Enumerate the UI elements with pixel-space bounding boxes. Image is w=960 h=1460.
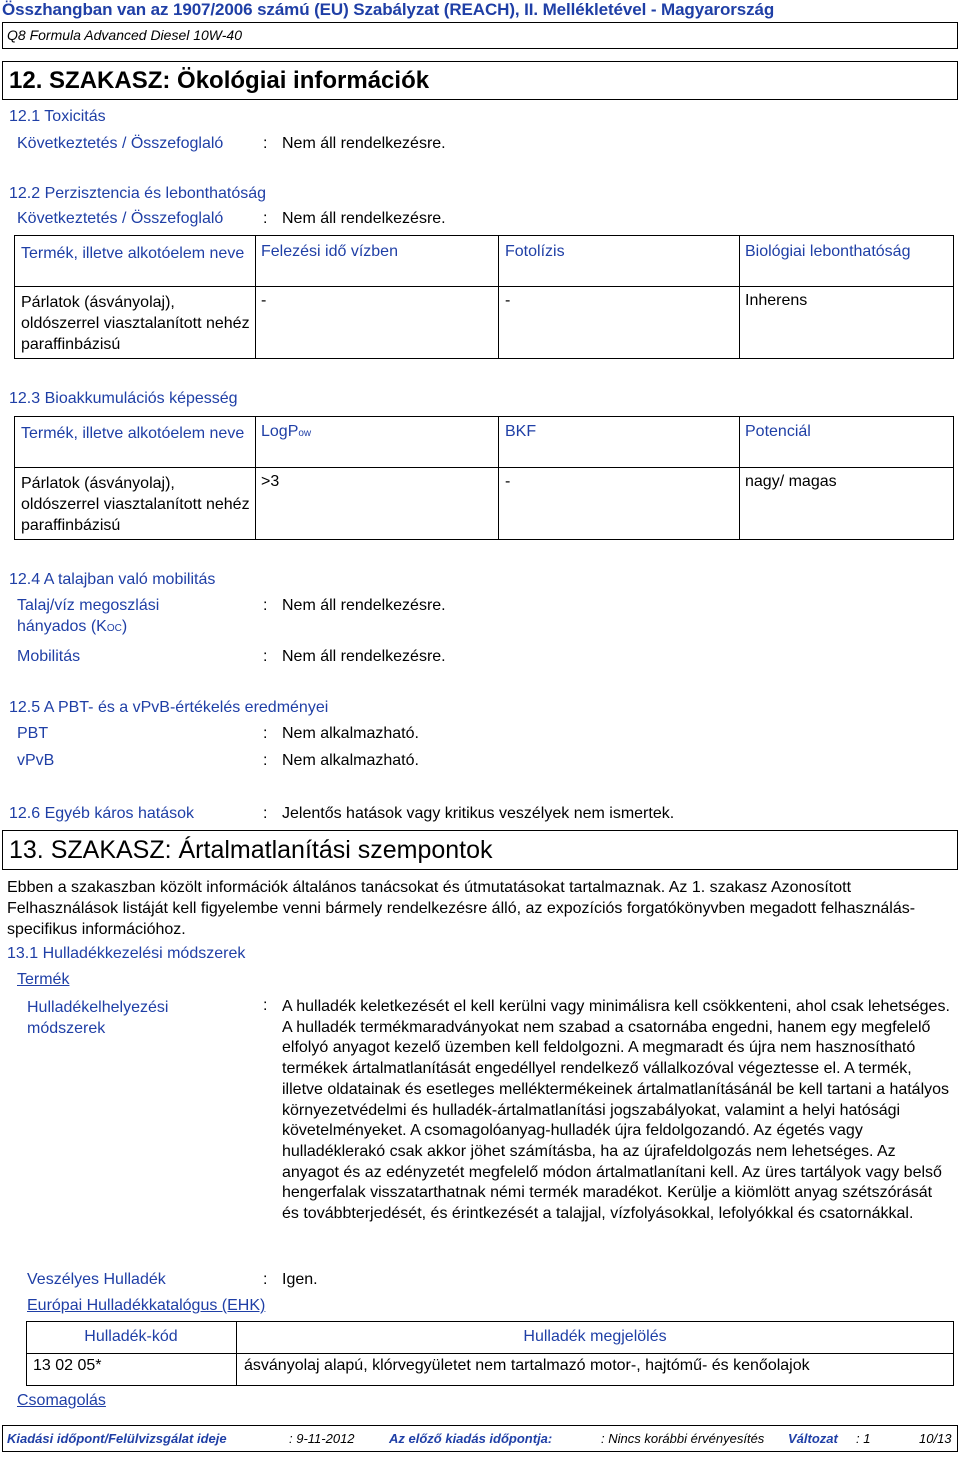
vpvb-colon: : bbox=[263, 752, 268, 769]
section-12-title-box bbox=[2, 61, 958, 100]
pers-col-biodeg: Biológiai lebonthatóság bbox=[745, 243, 911, 260]
pbt-value: Nem alkalmazható. bbox=[282, 725, 419, 742]
ehk-col-description: Hulladék megjelölés bbox=[523, 1328, 667, 1345]
footer-version-label: Változat bbox=[788, 1431, 838, 1446]
footer-issue-value: : 9-11-2012 bbox=[289, 1431, 355, 1446]
product-subheading: Termék bbox=[17, 971, 70, 988]
bio-col-potential: Potenciál bbox=[745, 423, 811, 440]
bio-row-bkf: - bbox=[505, 473, 511, 490]
packaging-subheading: Csomagolás bbox=[17, 1392, 106, 1409]
bio-col-name: Termék, illetve alkotóelem neve bbox=[21, 425, 245, 442]
section-13-title-box bbox=[2, 830, 958, 870]
bio-col-bkf: BKF bbox=[505, 423, 537, 440]
mobility-colon: : bbox=[263, 648, 268, 665]
pers-row-photolysis: - bbox=[505, 292, 511, 309]
bio-col-logp: LogPow bbox=[261, 423, 312, 440]
pers-label: Következtetés / Összefoglaló bbox=[17, 210, 224, 227]
heading-12-3: 12.3 Bioakkumulációs képesség bbox=[9, 390, 238, 407]
vpvb-label: vPvB bbox=[17, 752, 55, 769]
document-title: Összhangban van az 1907/2006 számú (EU) Szabályzat (REACH), II. Mellékletével - Magyarország bbox=[2, 0, 775, 19]
product-name-box bbox=[2, 22, 958, 49]
other-colon: : bbox=[263, 805, 268, 822]
pbt-colon: : bbox=[263, 725, 268, 742]
ehk-row-code: 13 02 05* bbox=[33, 1357, 102, 1374]
koc-value: Nem áll rendelkezésre. bbox=[282, 597, 446, 614]
footer-prev-label: Az előző kiadás időpontja: bbox=[389, 1431, 553, 1446]
footer-issue-label: Kiadási időpont/Felülvizsgálat ideje bbox=[7, 1431, 227, 1446]
heading-13-1: 13.1 Hulladékkezelési módszerek bbox=[7, 945, 246, 962]
pers-col-halflife: Felezési idő vízben bbox=[261, 243, 398, 260]
hazardous-waste-value: Igen. bbox=[282, 1271, 318, 1288]
heading-12-4: 12.4 A talajban való mobilitás bbox=[9, 571, 216, 588]
ehk-row-description: ásványolaj alapú, klórvegyületet nem tartalmazó motor-, hajtómű- és kenőolajok bbox=[244, 1357, 810, 1374]
tox-colon: : bbox=[263, 135, 268, 152]
product-name: Q8 Formula Advanced Diesel 10W-40 bbox=[7, 27, 242, 43]
pers-row-name: Párlatok (ásványolaj), oldószerrel viasztalanított nehéz paraffinbázisú bbox=[21, 294, 250, 353]
pbt-label: PBT bbox=[17, 725, 49, 742]
disposal-label: Hulladékelhelyezési módszerek bbox=[27, 999, 169, 1037]
footer-version-value: : 1 bbox=[856, 1431, 871, 1446]
heading-12-5: 12.5 A PBT- és a vPvB-értékelés eredményei bbox=[9, 699, 329, 716]
pers-col-name: Termék, illetve alkotóelem neve bbox=[21, 245, 245, 262]
heading-12-2: 12.2 Perzisztencia és lebonthatóság bbox=[9, 185, 267, 202]
mobility-label: Mobilitás bbox=[17, 648, 81, 665]
heading-12-6: 12.6 Egyéb káros hatások bbox=[9, 805, 195, 822]
bio-row-name: Párlatok (ásványolaj), oldószerrel viasztalanított nehéz paraffinbázisú bbox=[21, 475, 250, 534]
disposal-colon: : bbox=[263, 997, 268, 1014]
footer-box bbox=[2, 1425, 958, 1452]
section-13-intro: Ebben a szakaszban közölt információk általános tanácsokat és útmutatásokat tartalmaznak. Az 1. szakasz Azonosított Felhasználások listáját kell figyelembe venni bármely rendelkezésre álló, az expozíciós forgatókönyvben megadott felhasználás-specifikus információhoz. bbox=[7, 879, 916, 938]
section-13-title: 13. SZAKASZ: Ártalmatlanítási szempontok bbox=[9, 836, 493, 864]
koc-label-line1: Talaj/víz megoszlási bbox=[17, 597, 160, 614]
bio-row-potential: nagy/ magas bbox=[745, 473, 837, 490]
pers-value: Nem áll rendelkezésre. bbox=[282, 210, 446, 227]
footer-page-number: 10/13 bbox=[919, 1431, 952, 1446]
koc-colon: : bbox=[263, 597, 268, 614]
other-value: Jelentős hatások vagy kritikus veszélyek nem ismertek. bbox=[282, 805, 675, 822]
tox-value: Nem áll rendelkezésre. bbox=[282, 135, 446, 152]
pers-col-photolysis: Fotolízis bbox=[505, 243, 565, 260]
pers-colon: : bbox=[263, 210, 268, 227]
heading-12-1: 12.1 Toxicitás bbox=[9, 108, 106, 125]
pers-row-halflife: - bbox=[261, 292, 267, 309]
pers-row-biodeg: Inherens bbox=[745, 292, 808, 309]
ehk-col-code: Hulladék-kód bbox=[84, 1328, 178, 1345]
vpvb-value: Nem alkalmazható. bbox=[282, 752, 419, 769]
tox-label: Következtetés / Összefoglaló bbox=[17, 135, 224, 152]
bio-row-logp: >3 bbox=[261, 473, 280, 490]
ehk-heading: Európai Hulladékkatalógus (EHK) bbox=[27, 1297, 266, 1314]
footer-prev-value: : Nincs korábbi érvényesítés bbox=[601, 1431, 765, 1446]
mobility-value: Nem áll rendelkezésre. bbox=[282, 648, 446, 665]
hazardous-waste-label: Veszélyes Hulladék bbox=[27, 1271, 166, 1288]
hazardous-waste-colon: : bbox=[263, 1271, 268, 1288]
disposal-text: A hulladék keletkezését el kell kerülni vagy minimálisra kell csökkenteni, ahol csak lehetséges. A hulladék termékmaradványokat nem szabad a csatornába engedni, hanem egy megfelelő elfolyó anyagot kezelő üzemben kell feldolgozni. A megmaradt és újra nem hasznosítható termékek ártalmatlanítását engedéllyel rendelkező vállalkozóval végeztesse el. A termék, illetve oldatainak és esetleges melléktermékeinek ártalmatlanításánál be kell tartani a hatályos környezetvédelmi és hulladék-ártalmatlanítási jogszabályokat, valamint a helyi hatósági követelményeket. A csomagolóanyag-hulladék újra feldolgozandó. Az égetés vagy hulladéklerakó csak akkor jöhet számításba, ha az újrafeldolgozás nem lehetséges. Az anyagot és az edényzetét megfelelő módon ártalmatlanítani kell. Az üres tartályok vagy belső hengerfalak visszatarthatnak némi termék maradékot. Kerülje a kiömlött anyag szétszórását és továbbterjedését, és érintkezését a talajjal, vízfolyásokkal, lefolyókkal és csatornákkal. bbox=[282, 998, 950, 1223]
koc-label-line2: hányados (KOC) bbox=[17, 618, 128, 635]
section-12-title: 12. SZAKASZ: Ökológiai információk bbox=[9, 67, 430, 94]
